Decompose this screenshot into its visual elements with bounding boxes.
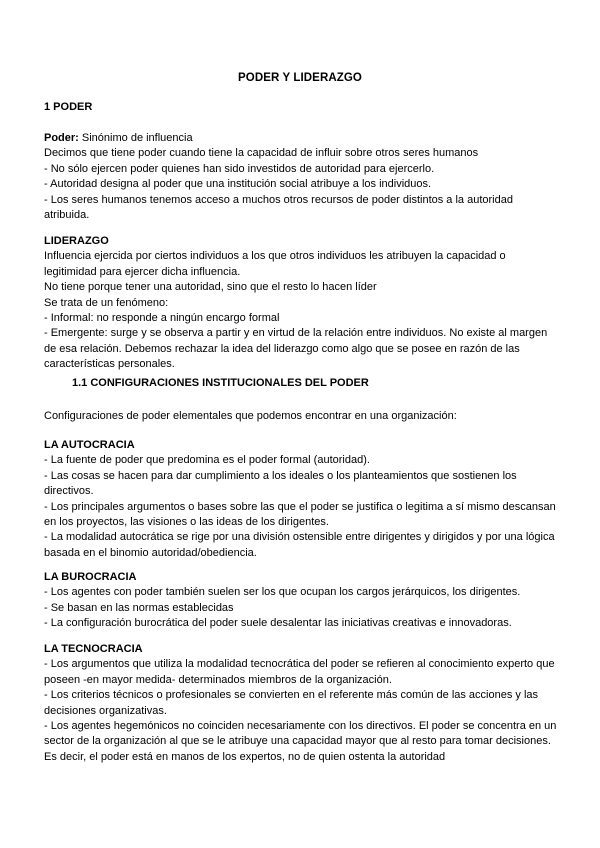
paragraph-line: - La fuente de poder que predomina es el poder formal (autoridad). xyxy=(44,454,370,467)
tecnocracia-block xyxy=(44,642,560,765)
section-heading: 1 PODER xyxy=(44,101,93,113)
paragraph-line: - Las cosas se hacen para dar cumplimiento a los ideales o los planteamientos que sostienen los directivos. xyxy=(44,469,517,498)
paragraph-line: - Los criterios técnicos o profesionales se convierten en el referente más común de las acciones y las decisiones organizativas. xyxy=(44,689,539,717)
document-title: PODER Y LIDERAZGO xyxy=(238,72,362,84)
paragraph-line: - Informal: no responde a ningún encargo formal xyxy=(44,312,280,325)
tecnocracia-heading: LA TECNOCRACIA xyxy=(44,643,143,655)
paragraph-line: - Los principales argumentos o bases sobre las que el poder se justifica o legitima a sí mismo descansan en los proyectos, las visiones o las ideas de los dirigentes. xyxy=(44,500,556,529)
paragraph-line: - Emergente: surge y se observa a partir y en virtud de la relación entre individuos. No existe al margen de esa relación. Debemos rechazar la idea del liderazgo como algo que se posee en razón de las características personales. xyxy=(44,327,548,371)
poder-term: Poder: xyxy=(44,132,79,144)
intro-paragraph xyxy=(44,409,560,424)
intro-text: Configuraciones de poder elementales que podemos encontrar en una organización: xyxy=(44,410,457,422)
paragraph-line: - La modalidad autocrática se rige por una división ostensible entre dirigentes y dirigidos y por una lógica basada en el binomio autoridad/obediencia. xyxy=(44,531,555,559)
paragraph-line: Influencia ejercida por ciertos individuos a los que otros individuos les atribuyen la capacidad o legitimidad para ejercer dicha influencia. xyxy=(44,250,506,278)
paragraph-line: - Los agentes con poder también suelen ser los que ocupan los cargos jerárquicos, los dirigentes. xyxy=(44,586,521,599)
section-configuraciones-heading: 1.1 CONFIGURACIONES INSTITUCIONALES DEL PODER xyxy=(72,377,369,389)
paragraph-line: - La configuración burocrática del poder suele desalentar las iniciativas creativas e innovadoras. xyxy=(44,617,512,630)
poder-definition xyxy=(44,131,560,146)
poder-block xyxy=(44,131,560,223)
burocracia-block xyxy=(44,570,560,632)
paragraph-line: - Los seres humanos tenemos acceso a muchos otros recursos de poder distintos a la autoridad atribuida. xyxy=(44,193,513,222)
paragraph-line: Decimos que tiene poder cuando tiene la capacidad de influir sobre otros seres humanos xyxy=(44,147,479,160)
liderazgo-block xyxy=(44,234,560,373)
paragraph-line: - Autoridad designa al poder que una institución social atribuye a los individuos. xyxy=(44,178,432,191)
paragraph-line: - Los agentes hegemónicos no coinciden necesariamente con los directivos. El poder se concentra en un sector de la organización al que se le atribuye una capacidad mayor que al resto para tomar decisiones. Es decir, el poder está en manos de los expertos, no de quien ostenta la autoridad xyxy=(44,720,557,763)
autocracia-heading: LA AUTOCRACIA xyxy=(44,439,135,451)
paragraph-line: No tiene porque tener una autoridad, sino que el resto lo hacen líder xyxy=(44,281,377,294)
autocracia-block xyxy=(44,438,560,561)
paragraph-line: - Se basan en las normas establecidas xyxy=(44,601,234,614)
paragraph-line: - No sólo ejercen poder quienes han sido investidos de autoridad para ejercerlo. xyxy=(44,162,435,175)
burocracia-heading: LA BUROCRACIA xyxy=(44,571,137,583)
paragraph-line: - Los argumentos que utiliza la modalidad tecnocrática del poder se refieren al conocimiento experto que poseen -en mayor medida- determinados miembros de la organización. xyxy=(44,658,555,686)
section-poder-heading xyxy=(44,100,560,115)
poder-definition-text: Sinónimo de influencia xyxy=(81,132,193,144)
liderazgo-heading: LIDERAZGO xyxy=(44,235,109,247)
paragraph-line: Se trata de un fenómeno: xyxy=(44,296,169,309)
